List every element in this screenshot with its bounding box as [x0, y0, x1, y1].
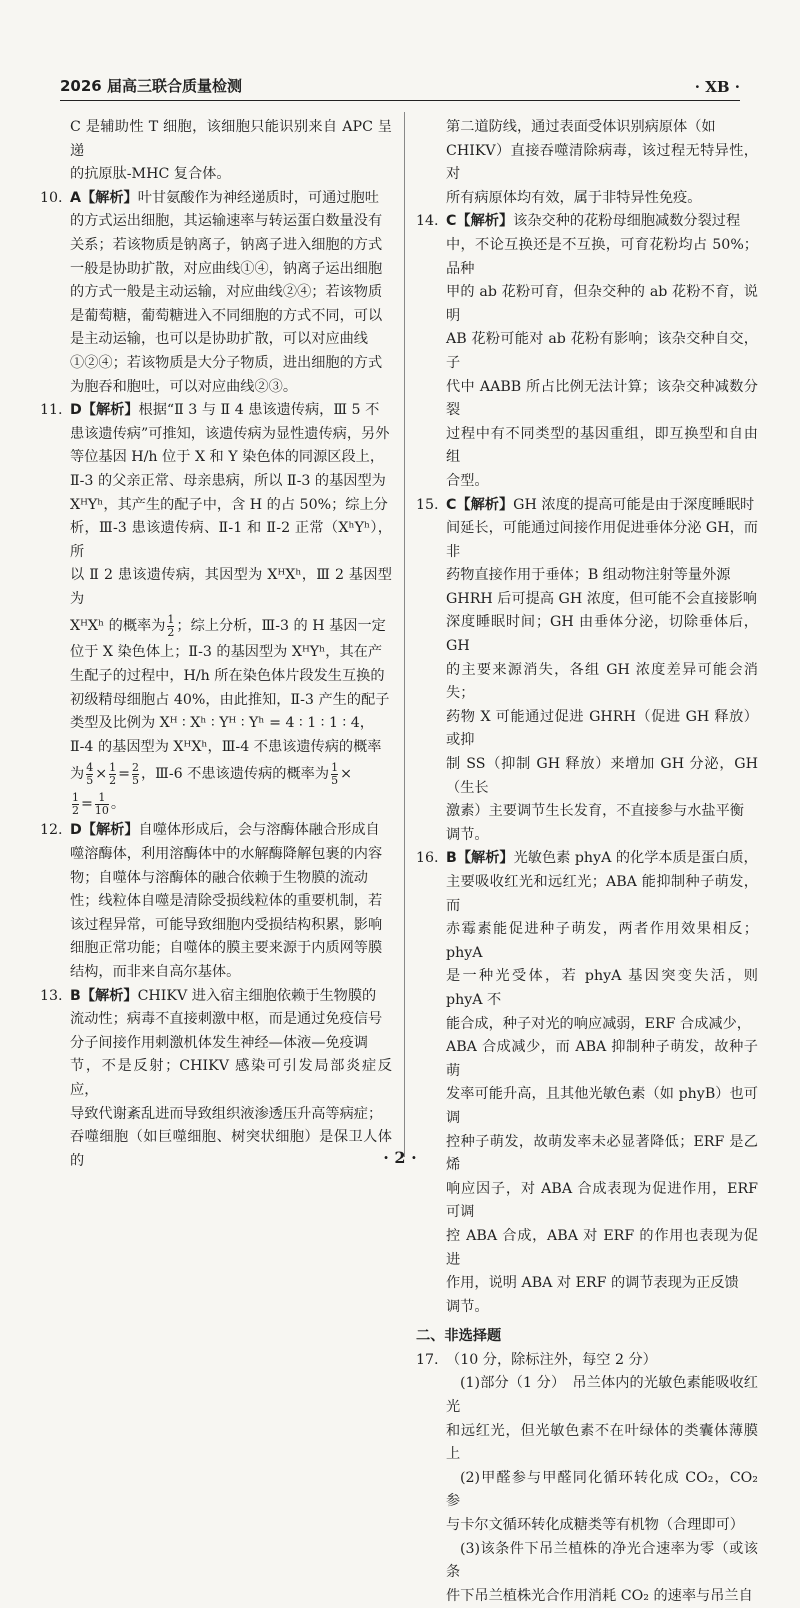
text-line: 等位基因 H/h 位于 X 和 Y 染色体的同源区段上， — [70, 449, 385, 466]
text-line: 叶甘氨酸作为神经递质时，可通过胞吐 — [137, 189, 379, 206]
question-number: 13. — [40, 987, 63, 1004]
fraction-numerator: 1 — [109, 760, 117, 774]
fraction — [86, 762, 93, 787]
text-line: 为胞吞和胞吐，可以对应曲线②③。 — [70, 378, 298, 395]
operator: × — [340, 766, 352, 783]
text-line: 物；自噬体与溶酶体的融合依赖于生物膜的流动 — [70, 869, 368, 886]
fraction-numerator: 4 — [86, 760, 94, 774]
text-line: XᴴYʰ，其产生的配子中，含 H 的占 50%；综上分 — [70, 496, 388, 513]
text-line: 制 SS（抑制 GH 释放）来增加 GH 分泌，GH（生长 — [446, 756, 758, 796]
fraction-numerator: 1 — [72, 790, 79, 804]
answer-head: C【解析】 — [446, 213, 514, 230]
fraction-denominator: 10 — [94, 803, 109, 817]
text-line: 噬溶酶体，利用溶酶体中的水解酶降解包裹的内容 — [70, 846, 383, 863]
answer-17 — [416, 1349, 758, 1608]
fraction-denominator: 2 — [109, 773, 117, 787]
text-line: 间延长，可能通过间接作用促进垂体分泌 GH，而非 — [446, 520, 758, 560]
text-line: 光敏色素 phyA 的化学本质是蛋白质， — [513, 850, 758, 867]
answer-head: A【解析】 — [70, 189, 138, 206]
text-line: 与卡尔文循环转化成糖类等有机物（合理即可） — [446, 1517, 744, 1534]
right-column — [416, 116, 758, 1608]
text-line: CHIKV 进入宿主细胞依赖于生物膜的 — [137, 987, 377, 1004]
text-line: 根据“Ⅱ 3 与 Ⅱ 4 患该遗传病，Ⅲ 5 不 — [138, 402, 380, 419]
text-line: 细胞正常功能；自噬体的膜主要来源于内质网等膜 — [70, 940, 383, 957]
answer-13 — [40, 985, 392, 1174]
fraction — [95, 792, 109, 817]
text-line: 的抗原肽-MHC 复合体。 — [70, 166, 231, 183]
text-line: 主要吸收红光和远红光；ABA 能抑制种子萌发，而 — [446, 874, 758, 914]
answer-14 — [416, 210, 758, 493]
operator: × — [95, 766, 108, 783]
operator: = — [81, 796, 93, 813]
text-line: 和远红光，但光敏色素不在叶绿体的类囊体薄膜上 — [446, 1422, 758, 1463]
fraction-denominator: 5 — [331, 773, 339, 787]
question-number: 14. — [416, 213, 439, 230]
answer-head: C【解析】 — [446, 496, 514, 513]
text-segment: ；综上分析，Ⅲ-3 的 H 基因一定 — [176, 618, 386, 635]
text-line: 关系；若该物质是钠离子，钠离子进入细胞的方式 — [70, 236, 383, 253]
answer-head: D【解析】 — [70, 822, 139, 839]
page-number: · 2 · — [383, 1148, 417, 1167]
question-number: 12. — [40, 822, 63, 839]
answer-15 — [416, 494, 758, 848]
text-line: 结构，而非来自高尔基体。 — [70, 964, 241, 980]
text-line: 激素）主要调节生长发育，不直接参与水盐平衡 — [446, 803, 744, 820]
text-line: 吞噬细胞（如巨噬细胞、树突状细胞）是保卫人体的 — [70, 1129, 392, 1169]
text-line: 合型。 — [446, 472, 489, 489]
text-line: 中，不论互换还是不互换，可育花粉均占 50%；品种 — [446, 236, 758, 277]
text-line: 一般是协助扩散，对应曲线①④，钠离子运出细胞 — [70, 260, 383, 277]
text-line: 自噬体形成后，会与溶酶体融合形成自 — [138, 822, 380, 839]
question-number: 17. — [416, 1351, 439, 1368]
text-line: 生配子的过程中，H/h 所在染色体片段发生互换的 — [70, 668, 385, 685]
text-line-with-fraction — [40, 611, 392, 641]
text-line: 作用，说明 ABA 对 ERF 的调节表现为正反馈 — [446, 1275, 739, 1292]
column-divider — [404, 112, 405, 1157]
page-header — [60, 66, 740, 101]
text-line: 第二道防线，通过表面受体识别病原体（如 — [446, 119, 716, 135]
text-line: AB 花粉可能对 ab 花粉有影响；该杂交种自交，子 — [446, 331, 758, 371]
text-line: 患该遗传病”可推知，该遗传病为显性遗传病，另外 — [70, 425, 390, 442]
text-line: 发率可能升高，且其他光敏色素（如 phyB）也可调 — [446, 1086, 758, 1126]
text-line-with-fraction — [40, 789, 392, 819]
text-line: 件下吊兰植株光合作用消耗 CO₂ 的速率与吊兰自 — [446, 1587, 753, 1604]
text-line: 过程中有不同类型的基因重组，即互换型和自由组 — [446, 425, 758, 466]
text-line: 类型及比例为 Xᴴ ∶ Xʰ ∶ Yᴴ ∶ Yʰ = 4 ∶ 1 ∶ 1 ∶ 4， — [70, 715, 374, 732]
text-line: ABA 合成减少，而 ABA 抑制种子萌发，故种子萌 — [446, 1039, 758, 1079]
answer-11 — [40, 399, 392, 819]
text-line: 控种子萌发，故萌发率未必显著降低；ERF 是乙烯 — [446, 1133, 758, 1174]
operator: = — [118, 766, 130, 783]
text-line: 导致代谢紊乱进而导致组织液渗透压升高等病症； — [70, 1105, 383, 1122]
answer-head: D【解析】 — [70, 402, 139, 419]
text-line: 响应因子，对 ABA 合成表现为促进作用，ERF 可调 — [446, 1180, 758, 1221]
text-segment: ，Ⅲ-6 不患该遗传病的概率为 — [140, 766, 330, 783]
text-line: 性；线粒体自噬是清除受损线粒体的重要机制，若 — [70, 893, 383, 910]
text-line: Ⅱ-4 的基因型为 XᴴXʰ，Ⅲ-4 不患该遗传病的概率 — [70, 738, 382, 755]
text-line: 是一种光受体，若 phyA 基因突变失活，则 phyA 不 — [446, 968, 758, 1008]
text-line: Ⅱ-3 的父亲正常、母亲患病，所以 Ⅱ-3 的基因型为 — [70, 472, 386, 489]
fraction-numerator: 1 — [331, 760, 339, 774]
text-line: 该杂交种的花粉母细胞减数分裂过程 — [513, 213, 741, 230]
text-line: 能合成，种子对光的响应减弱，ERF 合成减少， — [446, 1015, 751, 1032]
text-line: C 是辅助性 T 细胞，该细胞只能识别来自 APC 呈递 — [70, 119, 392, 159]
fraction — [109, 762, 116, 787]
fraction — [167, 614, 174, 639]
text-line: 节，不是反射；CHIKV 感染可引发局部炎症反应， — [70, 1058, 392, 1098]
text-line: 控 ABA 合成，ABA 对 ERF 的作用也表现为促进 — [446, 1227, 758, 1268]
fraction-denominator: 2 — [167, 625, 175, 639]
fraction — [331, 762, 338, 787]
fraction-numerator: 2 — [131, 760, 139, 774]
fraction-numerator: 1 — [167, 612, 175, 626]
text-line: ①②④；若该物质是大分子物质，进出细胞的方式 — [70, 354, 383, 371]
answer-12 — [40, 819, 392, 984]
text-line: 流动性；病毒不直接刺激中枢，而是通过免疫信号 — [70, 1011, 383, 1028]
text-segment: 。 — [110, 796, 126, 813]
text-segment: 为 — [70, 766, 85, 783]
text-line: 的方式一般是主动运输，对应曲线②④；若该物质 — [70, 284, 383, 301]
text-line: 位于 X 染色体上；Ⅱ-3 的基因型为 XᴴYʰ，其在产 — [70, 644, 383, 661]
text-line: CHIKV）直接吞噬清除病毒，该过程无特异性，对 — [446, 142, 758, 183]
fraction — [132, 762, 139, 787]
answer-10 — [40, 187, 392, 399]
question-number: 15. — [416, 496, 439, 513]
question-number: 16. — [416, 850, 439, 867]
left-column — [40, 116, 392, 1173]
text-line: 的方式运出细胞，其运输速率与转运蛋白数量没有 — [70, 213, 383, 230]
text-segment: XᴴXʰ 的概率为 — [70, 618, 166, 635]
text-line: 是主动运输，也可以是协助扩散，可以对应曲线 — [70, 331, 368, 348]
fraction-denominator: 5 — [131, 773, 139, 787]
header-code: · XB · — [694, 78, 740, 96]
text-line: (3)该条件下吊兰植株的净光合速率为零（或该条 — [446, 1540, 758, 1581]
answer-head: B【解析】 — [446, 850, 514, 867]
section-heading: 二、非选择题 — [416, 1328, 502, 1345]
text-line: GHRH 后可提高 GH 浓度，但可能不会直接影响 — [446, 590, 757, 607]
text-line: 的主要来源消失，各组 GH 浓度差异可能会消失； — [446, 661, 758, 702]
fraction-numerator: 1 — [98, 790, 106, 804]
question-number: 10. — [40, 189, 63, 206]
text-line: 赤霉素能促进种子萌发，两者作用效果相反；phyA — [446, 921, 758, 961]
text-line: 初级精母细胞占 40%，由此推知，Ⅱ-3 产生的配子 — [70, 691, 390, 708]
text-line: 甲的 ab 花粉可育，但杂交种的 ab 花粉不育，说明 — [446, 284, 758, 324]
text-line-with-fraction — [40, 759, 392, 789]
text-line: 代中 AABB 所占比例无法计算；该杂交种减数分裂 — [446, 378, 758, 419]
text-line: 药物直接作用于垂体；B 组动物注射等量外源 — [446, 567, 731, 584]
text-line: (2)甲醛参与甲醛同化循环转化成 CO₂，CO₂ 参 — [446, 1469, 758, 1510]
answer-16 — [416, 847, 758, 1319]
fraction — [72, 792, 79, 817]
text-line: GH 浓度的提高可能是由于深度睡眠时 — [513, 496, 755, 513]
text-line: 以 Ⅱ 2 患该遗传病，其因型为 XᴴXʰ，Ⅲ 2 基因型为 — [70, 567, 392, 607]
fraction-denominator: 5 — [86, 773, 94, 787]
question-number: 11. — [40, 402, 63, 419]
header-title: 2026 届高三联合质量检测 — [60, 77, 242, 95]
answer-head: （10 分，除标注外，每空 2 分） — [446, 1351, 657, 1368]
text-line: 该过程异常，可能导致细胞内受损结构积累，影响 — [70, 916, 383, 933]
text-line: 析，Ⅲ-3 患该遗传病、Ⅱ-1 和 Ⅱ-2 正常（XʰYʰ），所 — [70, 520, 392, 560]
text-line: 分子间接作用刺激机体发生神经—体液—免疫调 — [70, 1034, 368, 1051]
text-line: 药物 X 可能通过促进 GHRH（促进 GH 释放）或抑 — [446, 708, 758, 749]
text-line: 所有病原体均有效，属于非特异性免疫。 — [446, 189, 702, 206]
text-line: (1)部分（1 分） 吊兰体内的光敏色素能吸收红光 — [446, 1375, 758, 1416]
answer-head: B【解析】 — [70, 987, 138, 1004]
text-line: 调节。 — [446, 1298, 489, 1315]
text-line: 调节。 — [446, 826, 489, 843]
text-line: 是葡萄糖，葡萄糖进入不同细胞的方式不同，可以 — [70, 307, 383, 324]
text-line: 深度睡眠时间；GH 由垂体分泌，切除垂体后，GH — [446, 614, 758, 655]
fraction-denominator: 2 — [72, 803, 79, 817]
